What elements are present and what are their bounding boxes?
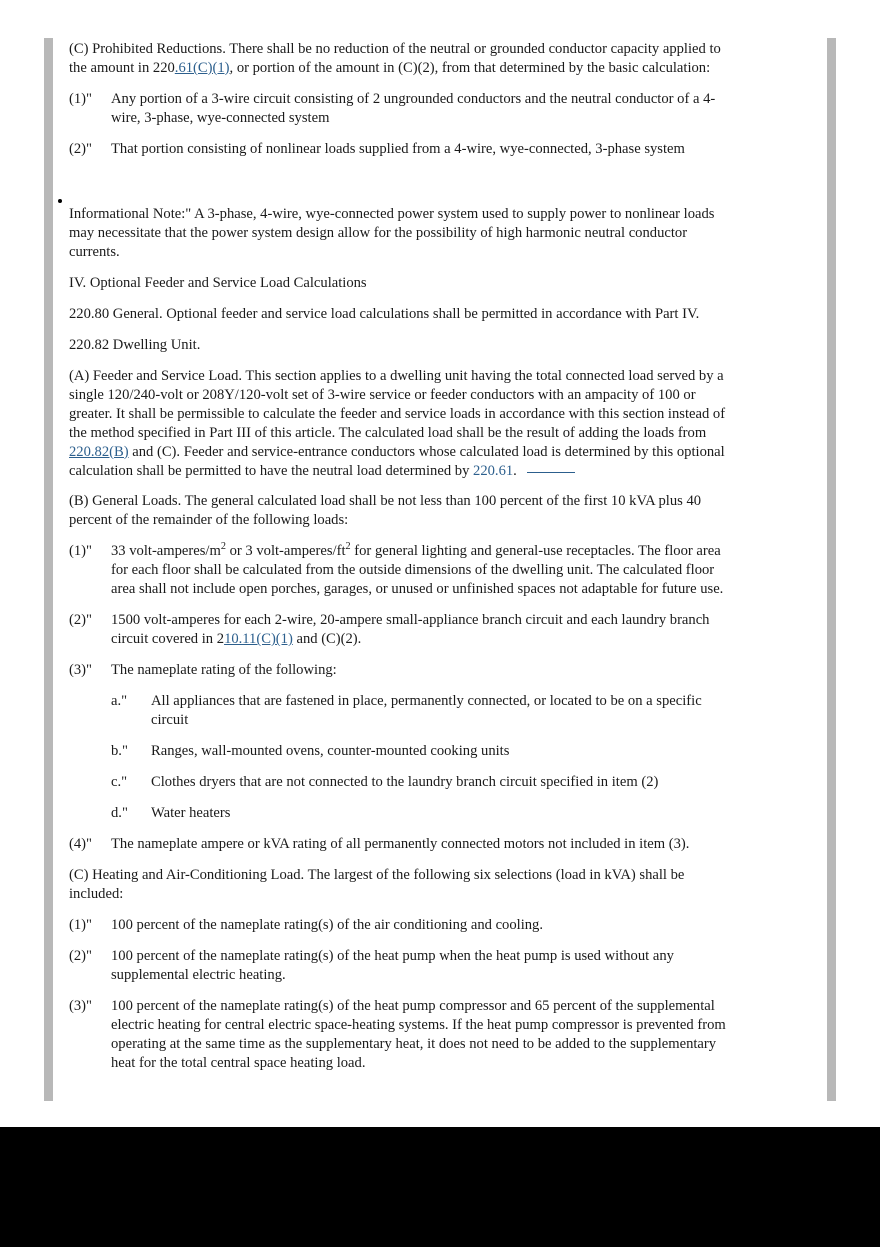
list-item-b2 — [69, 611, 735, 649]
link-210-11-c-1[interactable]: 10.11(C)(1) — [224, 631, 293, 648]
bullet-marker — [58, 199, 62, 203]
list-text: 100 percent of the nameplate rating(s) of the air conditioning and cooling. — [111, 916, 543, 933]
list-marker: b." — [111, 743, 128, 760]
list-text: 100 percent of the nameplate rating(s) of the heat pump compressor and 65 percent of the supplemental electric heating for central electric space-heating systems. If the heat pump compressor is prevented from operating at the same time as the supplementary heat, it does not need to be added to the supplementary heat for the total central space heating load. — [111, 997, 726, 1071]
list-marker: (2)" — [69, 947, 92, 964]
link-220-61-c-1[interactable]: .61(C)(1) — [174, 59, 230, 76]
list-item-b3a — [69, 692, 735, 730]
list-marker: d." — [111, 805, 128, 822]
list-text — [111, 611, 735, 649]
link-220-61[interactable]: 220.61 — [473, 462, 514, 479]
list-text: Water heaters — [151, 805, 231, 822]
paragraph-prohibited-reductions — [69, 40, 735, 78]
list-item-heat-1 — [69, 916, 735, 935]
informational-note: Informational Note:" A 3-phase, 4-wire, wye-connected power system used to supply power to nonlinear loads may necessitate that the power system design allow for the possibility of high harmonic neutral conductor currents. — [69, 205, 715, 260]
document-content — [69, 40, 735, 1085]
list-text: That portion consisting of nonlinear loads supplied from a 4-wire, wye-connected, 3-phase system — [111, 140, 685, 157]
list-text: The nameplate rating of the following: — [111, 662, 337, 679]
link-220-82-b[interactable]: 220.82(B) — [69, 443, 129, 460]
list-item-b3 — [69, 661, 735, 680]
list-item-b3c — [69, 773, 735, 792]
list-marker: (1)" — [69, 90, 92, 107]
list-text — [111, 542, 735, 599]
list-item-b1 — [69, 542, 735, 599]
section-220-80: 220.80 General. Optional feeder and service load calculations shall be permitted in accordance with Part IV. — [69, 305, 700, 322]
list-marker: a." — [111, 693, 128, 710]
list-item-b3d — [69, 804, 735, 823]
list-marker: (2)" — [69, 612, 92, 629]
list-marker: (2)" — [69, 140, 92, 157]
list-marker: (1)" — [69, 543, 92, 560]
list-marker: (1)" — [69, 916, 92, 933]
list-item-b3b — [69, 742, 735, 761]
list-item-heat-2 — [69, 947, 735, 985]
list-text: The nameplate ampere or kVA rating of all permanently connected motors not included in item (3). — [111, 836, 690, 853]
list-text: 100 percent of the nameplate rating(s) of the heat pump when the heat pump is used without any supplemental electric heating. — [111, 947, 674, 983]
bottom-black-bar — [0, 1127, 880, 1247]
feeder-service-lead: (A) Feeder and Service Load. This section applies to a dwelling unit having the total connected load served by a single 120/240-volt or 208Y/120-volt set of 3-wire service or feeder conductors with an ampacity of 100 or greater. It shall be permissible to calculate the feeder and service loads in accordance with this section instead of the method specified in Part III of this article. The calculated load shall be the result of adding the loads from — [69, 367, 726, 441]
list-marker: c." — [111, 774, 128, 791]
list-marker: (3)" — [69, 662, 92, 679]
b1-post: for general lighting and general-use receptacles. The floor area for each floor shall be calculated from the outside dimensions of the dwelling unit. The calculated floor area shall not include open porches, garages, or unused or unfinished spaces not adaptable for future use. — [111, 543, 724, 598]
b2-pre: 1500 volt-amperes for each 2-wire, 20-ampere small-appliance branch circuit and each laundry branch circuit covered in 2 — [111, 612, 710, 648]
b1-mid: or 3 volt-amperes/ft — [225, 543, 346, 560]
b1-sup-m2: 2 — [220, 541, 226, 553]
blank-underline — [527, 472, 575, 473]
list-text: Clothes dryers that are not connected to the laundry branch circuit specified in item (2) — [151, 774, 659, 791]
feeder-service-tail: . — [513, 462, 517, 479]
list-marker: (3)" — [69, 997, 92, 1014]
list-item-c2 — [69, 140, 735, 159]
paragraph-feeder-service-load — [69, 367, 735, 481]
list-text: Any portion of a 3-wire circuit consisting of 2 ungrounded conductors and the neutral conductor of a 4-wire, 3-phase, wye-connected system — [111, 90, 716, 126]
list-text: Ranges, wall-mounted ovens, counter-mounted cooking units — [151, 743, 510, 760]
page-left-rail — [44, 38, 53, 1101]
prohibited-reductions-tail: , or portion of the amount in (C)(2), from that determined by the basic calculation: — [229, 59, 711, 76]
section-220-82: 220.82 Dwelling Unit. — [69, 336, 201, 353]
b2-post: and (C)(2). — [292, 631, 362, 648]
paragraph-heating-air-conditioning: (C) Heating and Air-Conditioning Load. The largest of the following six selections (load in kVA) shall be included: — [69, 867, 685, 902]
list-marker: (4)" — [69, 836, 92, 853]
b1-pre: 33 volt-amperes/m — [111, 543, 221, 560]
feeder-service-mid: and (C). Feeder and service-entrance conductors whose calculated load is determined by this optional calculation shall be permitted to have the neutral load determined by — [69, 443, 725, 479]
b1-sup-ft2: 2 — [345, 541, 351, 553]
list-item-b4 — [69, 835, 735, 854]
list-item-heat-3 — [69, 997, 735, 1073]
prohibited-reductions-lead: (C) Prohibited Reductions. There shall be no reduction of the neutral or grounded conductor capacity applied to the amount in 220 — [69, 41, 721, 76]
list-text: All appliances that are fastened in place, permanently connected, or located to be on a specific circuit — [151, 693, 702, 729]
list-item-c1 — [69, 90, 735, 128]
heading-part-iv: IV. Optional Feeder and Service Load Calculations — [69, 274, 367, 291]
page-right-rail — [827, 38, 836, 1101]
paragraph-general-loads: (B) General Loads. The general calculated load shall be not less than 100 percent of the first 10 kVA plus 40 percent of the remainder of the following loads: — [69, 493, 702, 529]
